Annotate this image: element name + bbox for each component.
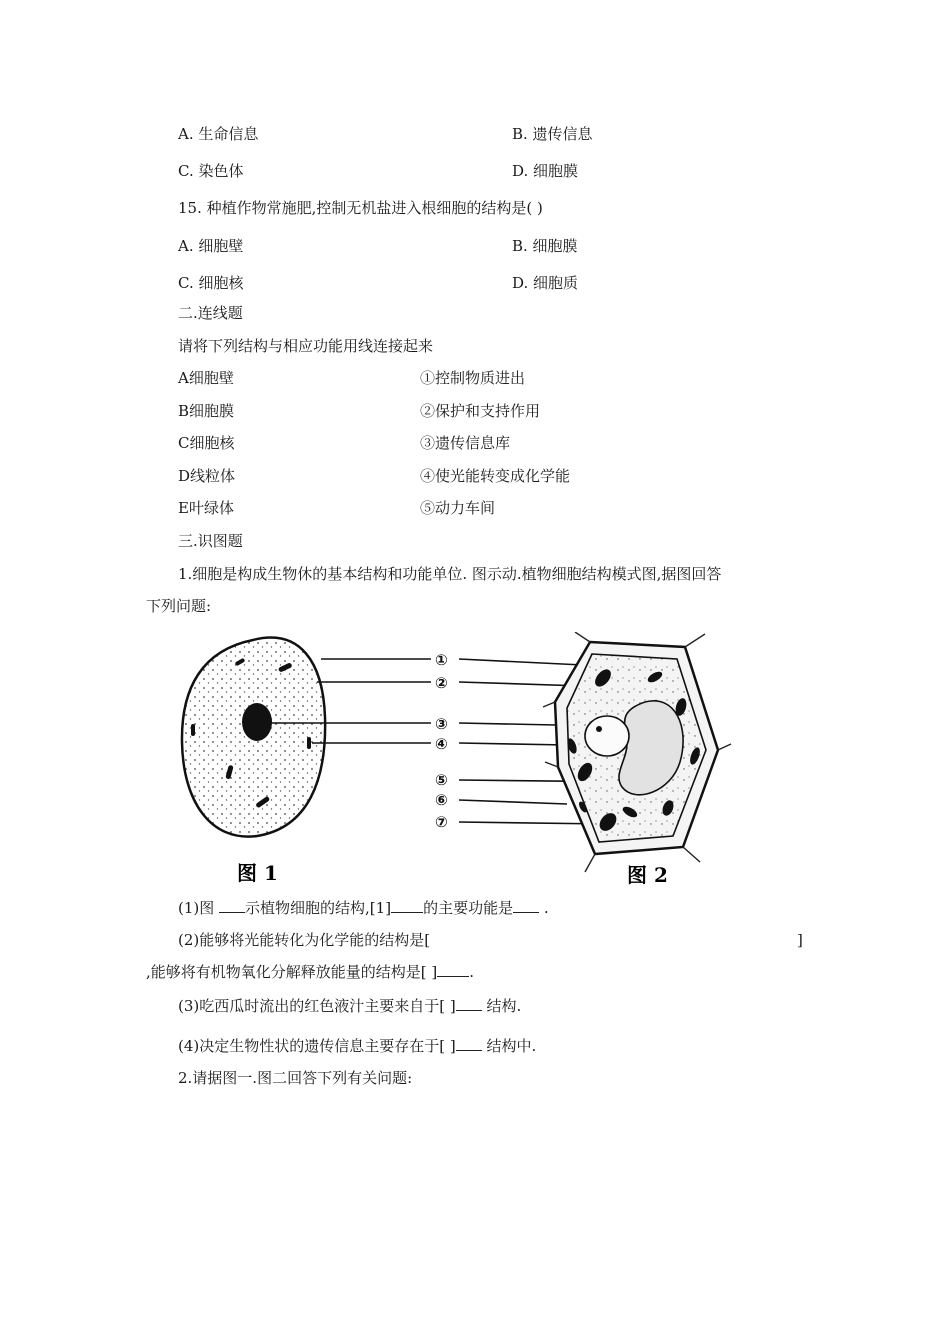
animal-nucleus: [242, 703, 272, 741]
q1-text-line1: 1.细胞是构成生物休的基本结构和功能单位. 图示动.植物细胞结构模式图,据图回答: [178, 565, 722, 583]
sub3-text-a: (3)吃西瓜时流出的红色液汁主要来自于[ ]: [178, 997, 456, 1015]
structure-item: A细胞壁: [178, 369, 234, 387]
structure-item: D线粒体: [178, 467, 236, 485]
sub1-text-c: 的主要功能是: [423, 899, 514, 917]
q15-option-d: D. 细胞质: [512, 274, 579, 292]
function-item: ①控制物质进出: [420, 369, 526, 387]
plant-nucleus: [585, 716, 629, 756]
answer-blank[interactable]: [437, 962, 469, 977]
structure-item: C细胞核: [178, 434, 235, 452]
sub2-text-a: (2)能够将光能转化为化学能的结构是[: [178, 931, 431, 949]
q15-option-a: A. 细胞壁: [178, 237, 244, 255]
answer-blank[interactable]: [456, 996, 482, 1011]
function-item: ③遗传信息库: [420, 434, 511, 452]
section3-title: 三.识图题: [178, 532, 243, 550]
sub2-close-bracket: ]: [797, 931, 803, 949]
sub1-text-d: .: [539, 899, 549, 917]
function-item: ⑤动力车间: [420, 499, 496, 517]
sub4-text-a: (4)决定生物性状的遗传信息主要存在于[ ]: [178, 1037, 456, 1055]
fig2-label: 图 2: [627, 863, 668, 887]
sub4-text-b: 结构中.: [481, 1037, 537, 1055]
sub-question-4: [178, 1036, 536, 1056]
marker-2: ②: [435, 674, 448, 692]
question-2: 2.请据图一.图二回答下列有关问题:: [178, 1069, 413, 1087]
structure-item: E叶绿体: [178, 499, 234, 517]
sub2-text-d: .: [469, 963, 475, 981]
structure-item: B细胞膜: [178, 402, 235, 420]
function-item: ④使光能转变成化学能: [420, 467, 571, 485]
sub-question-2-line2: [146, 962, 474, 982]
marker-6: ⑥: [435, 791, 448, 809]
marker-7: ⑦: [435, 813, 448, 831]
answer-blank[interactable]: [513, 898, 539, 913]
q15-option-c: C. 细胞核: [178, 274, 244, 292]
q15-stem: 15. 种植作物常施肥,控制无机盐进入根细胞的结构是( ): [178, 199, 543, 217]
sub-question-1: [178, 898, 549, 918]
sub-question-2-line1: [178, 930, 430, 950]
answer-blank[interactable]: [219, 898, 245, 913]
fig1-label: 图 1: [237, 861, 278, 885]
sub2-text-c: ,能够将有机物氧化分解释放能量的结构是[ ]: [146, 963, 438, 981]
marker-1: ①: [435, 651, 448, 669]
sub-question-3: [178, 996, 521, 1016]
marker-5: ⑤: [435, 771, 448, 789]
sub1-text-a: (1)图: [178, 899, 220, 917]
plant-cell: [543, 632, 731, 872]
q14-option-a: A. 生命信息: [178, 125, 259, 143]
function-item: ②保护和支持作用: [420, 402, 541, 420]
q1-text-line2: 下列问题:: [146, 597, 212, 615]
q14-option-c: C. 染色体: [178, 162, 244, 180]
answer-blank[interactable]: [391, 898, 423, 913]
sub3-text-b: 结构.: [481, 997, 522, 1015]
marker-3: ③: [435, 715, 448, 733]
section2-instruction: 请将下列结构与相应功能用线连接起来: [178, 337, 434, 355]
q14-option-b: B. 遗传信息: [512, 125, 593, 143]
q15-option-b: B. 细胞膜: [512, 237, 578, 255]
section2-title: 二.连线题: [178, 304, 243, 322]
answer-blank[interactable]: [456, 1036, 482, 1051]
sub1-text-b: 示植物细胞的结构,[1]: [245, 899, 392, 917]
animal-cell: [182, 638, 325, 837]
q14-option-d: D. 细胞膜: [512, 162, 579, 180]
cell-diagram: [175, 632, 735, 894]
diagram-markers: [435, 651, 448, 831]
marker-4: ④: [435, 735, 448, 753]
